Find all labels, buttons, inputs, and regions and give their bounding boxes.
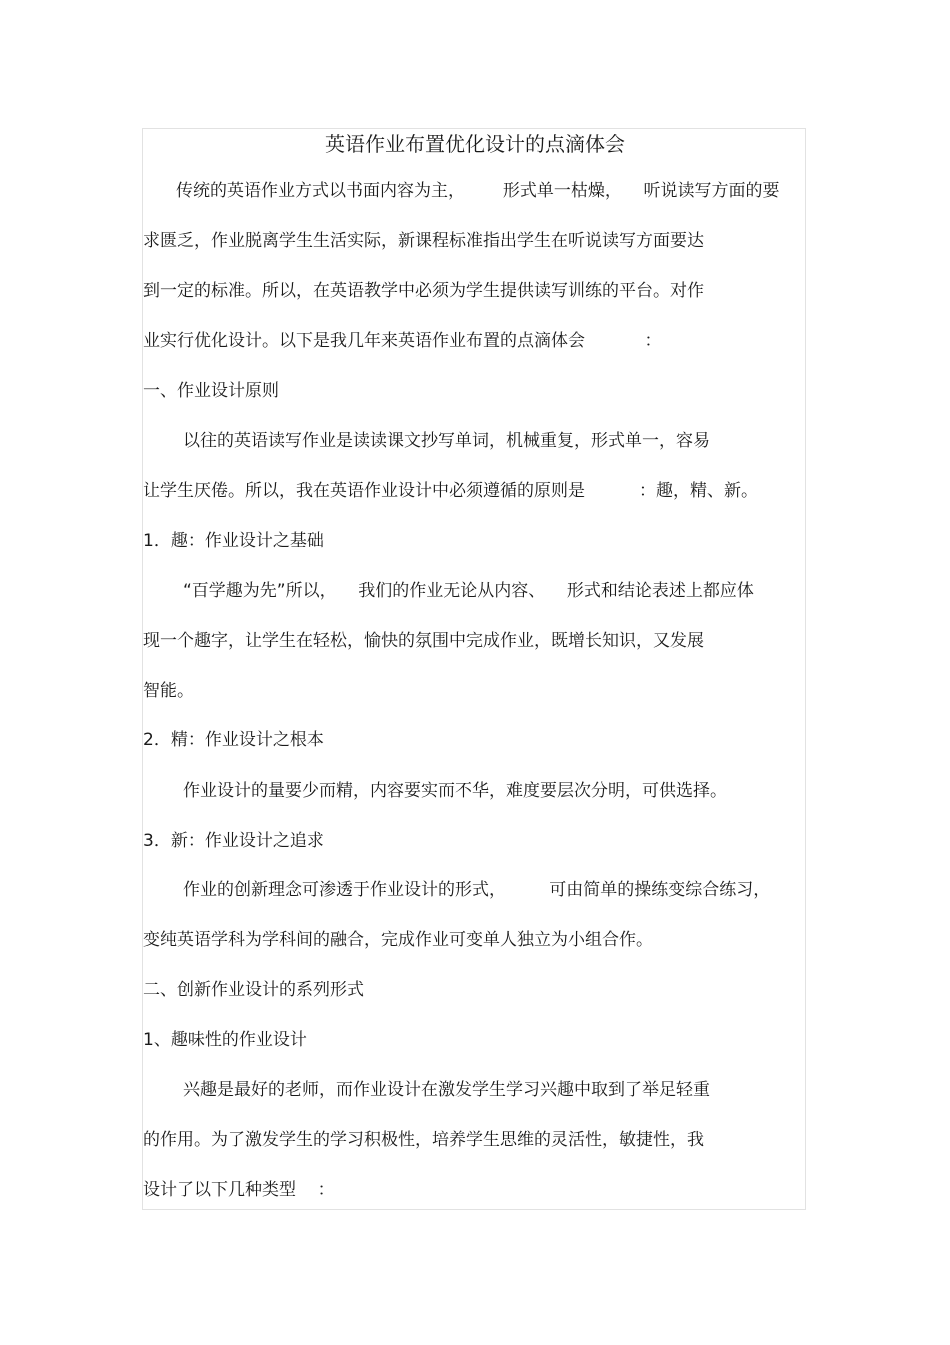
item3-line-1: 作业的创新理念可渗透于作业设计的形式， 可由简单的操练变综合练习， <box>183 880 771 900</box>
item3-line-2: 变纯英语学科为学科间的融合，完成作业可变单人独立为小组合作。 <box>143 930 653 950</box>
sub1-line-3: 设计了以下几种类型 ： <box>143 1180 335 1200</box>
item1-line-1: “百学趣为先”所以， 我们的作业无论从内容、 形式和结论表述上都应体 <box>183 581 754 601</box>
document-title: 英语作业布置优化设计的点滴体会 <box>325 132 625 156</box>
intro-line-1: 传统的英语作业方式以书面内容为主， 形式单一枯燥， 听说读写方面的要 <box>176 181 780 201</box>
sub1-line-2: 的作用。为了激发学生的学习积极性，培养学生思维的灵活性，敏捷性，我 <box>143 1130 704 1150</box>
item1-line-3: 智能。 <box>143 681 194 701</box>
item2-heading: 2．精：作业设计之根本 <box>143 730 324 750</box>
section1-line-1: 以往的英语读写作业是读读课文抄写单词，机械重复，形式单一，容易 <box>183 431 710 451</box>
item2-line-1: 作业设计的量要少而精，内容要实而不华，难度要层次分明，可供选择。 <box>183 781 727 801</box>
intro-line-4: 业实行优化设计。以下是我几年来英语作业布置的点滴体会 ： <box>143 331 662 351</box>
item3-heading: 3．新：作业设计之追求 <box>143 831 324 851</box>
section2-heading: 二、创新作业设计的系列形式 <box>143 980 364 1000</box>
sub1-heading: 1、趣味性的作业设计 <box>143 1030 307 1050</box>
section1-heading: 一、作业设计原则 <box>143 381 279 401</box>
section1-line-2: 让学生厌倦。所以，我在英语作业设计中必须遵循的原则是 ：趣，精、新。 <box>143 481 759 501</box>
intro-line-2: 求匮乏，作业脱离学生生活实际，新课程标准指出学生在听说读写方面要达 <box>143 231 704 251</box>
intro-line-3: 到一定的标准。所以，在英语教学中必须为学生提供读写训练的平台。对作 <box>143 281 704 301</box>
item1-line-2: 现一个趣字，让学生在轻松，愉快的氛围中完成作业，既增长知识，又发展 <box>143 631 704 651</box>
item1-heading: 1．趣：作业设计之基础 <box>143 531 324 551</box>
sub1-line-1: 兴趣是最好的老师，而作业设计在激发学生学习兴趣中取到了举足轻重 <box>183 1080 710 1100</box>
